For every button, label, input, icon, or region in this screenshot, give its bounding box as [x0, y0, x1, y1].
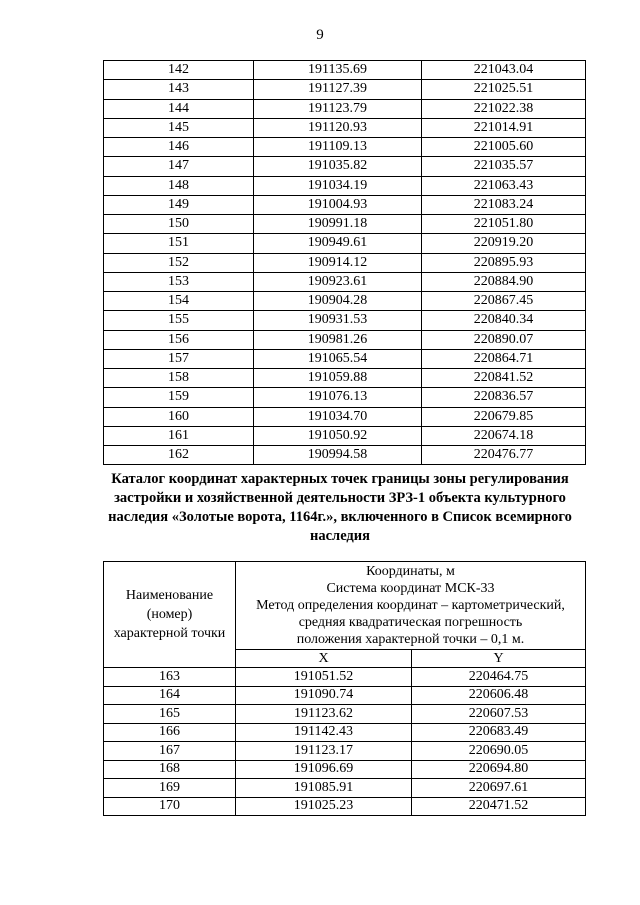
point-number-cell: 143	[104, 80, 254, 99]
y-coordinate-cell: 221063.43	[422, 176, 586, 195]
point-number-cell: 155	[104, 311, 254, 330]
table-row	[104, 742, 586, 761]
point-number-cell: 166	[104, 723, 236, 742]
y-coordinate-cell: 220476.77	[422, 446, 586, 465]
point-number-cell: 151	[104, 234, 254, 253]
x-coordinate-cell: 191004.93	[254, 195, 422, 214]
header-line: Наименование	[125, 588, 214, 603]
y-coordinate-cell: 220840.34	[422, 311, 586, 330]
y-coordinate-cell: 220884.90	[422, 272, 586, 291]
table-row	[104, 80, 586, 99]
x-coordinate-cell: 190923.61	[254, 272, 422, 291]
y-coordinate-cell: 221014.91	[422, 118, 586, 137]
point-number-cell: 147	[104, 157, 254, 176]
x-coordinate-cell: 191123.79	[254, 99, 422, 118]
table-row	[104, 311, 586, 330]
table-row	[104, 388, 586, 407]
point-number-cell: 165	[104, 705, 236, 724]
point-number-cell: 162	[104, 446, 254, 465]
table-row	[104, 705, 586, 724]
table-row	[104, 349, 586, 368]
table-row	[104, 157, 586, 176]
coordinates-table-body	[104, 61, 586, 465]
x-coordinate-cell: 190994.58	[254, 446, 422, 465]
y-coordinate-cell: 220683.49	[412, 723, 586, 742]
x-coordinate-cell: 191035.82	[254, 157, 422, 176]
header-line: средняя квадратическая погрешность	[298, 615, 523, 630]
y-coordinate-cell: 220674.18	[422, 426, 586, 445]
x-column-header: X	[236, 650, 412, 668]
zrz1-table-body	[104, 668, 586, 816]
table-row	[104, 99, 586, 118]
x-coordinate-cell: 191025.23	[236, 797, 412, 816]
x-coordinate-cell: 191120.93	[254, 118, 422, 137]
x-coordinate-cell: 191123.17	[236, 742, 412, 761]
table-row	[104, 292, 586, 311]
heading-line: наследия	[310, 528, 370, 544]
x-coordinate-cell: 191090.74	[236, 686, 412, 705]
x-coordinate-cell: 190904.28	[254, 292, 422, 311]
x-coordinate-cell: 191123.62	[236, 705, 412, 724]
point-number-cell: 154	[104, 292, 254, 311]
y-coordinate-cell: 220867.45	[422, 292, 586, 311]
point-number-cell: 153	[104, 272, 254, 291]
y-coordinate-cell: 220890.07	[422, 330, 586, 349]
header-line: Метод определения координат – картометрический,	[256, 598, 565, 613]
table-row	[104, 779, 586, 798]
zrz1-coordinates-table	[103, 561, 586, 816]
point-number-cell: 164	[104, 686, 236, 705]
x-coordinate-cell: 191065.54	[254, 349, 422, 368]
y-coordinate-cell: 220895.93	[422, 253, 586, 272]
x-coordinate-cell: 191034.70	[254, 407, 422, 426]
point-number-cell: 148	[104, 176, 254, 195]
y-coordinate-cell: 221025.51	[422, 80, 586, 99]
table-row	[104, 723, 586, 742]
x-coordinate-cell: 190949.61	[254, 234, 422, 253]
x-coordinate-cell: 191096.69	[236, 760, 412, 779]
point-name-header	[104, 562, 236, 668]
y-coordinate-cell: 220679.85	[422, 407, 586, 426]
coordinates-table-continued	[103, 60, 586, 465]
table-row	[104, 253, 586, 272]
x-coordinate-cell: 190914.12	[254, 253, 422, 272]
table-row	[104, 118, 586, 137]
catalog-heading	[90, 470, 590, 546]
x-coordinate-cell: 191050.92	[254, 426, 422, 445]
y-coordinate-cell: 220464.75	[412, 668, 586, 687]
heading-line: застройки и хозяйственной деятельности ЗРЗ-1 объекта культурного	[114, 490, 566, 506]
x-coordinate-cell: 191034.19	[254, 176, 422, 195]
table-row	[104, 330, 586, 349]
header-line: (номер)	[146, 607, 193, 622]
table-row	[104, 407, 586, 426]
point-number-cell: 152	[104, 253, 254, 272]
point-number-cell: 146	[104, 138, 254, 157]
table-row	[104, 426, 586, 445]
point-number-cell: 145	[104, 118, 254, 137]
point-number-cell: 168	[104, 760, 236, 779]
x-coordinate-cell: 191109.13	[254, 138, 422, 157]
point-number-cell: 157	[104, 349, 254, 368]
x-coordinate-cell: 191076.13	[254, 388, 422, 407]
x-coordinate-cell: 191142.43	[236, 723, 412, 742]
table-row	[104, 138, 586, 157]
point-number-cell: 169	[104, 779, 236, 798]
header-line: Система координат МСК-33	[326, 581, 495, 596]
point-number-cell: 158	[104, 369, 254, 388]
point-number-cell: 144	[104, 99, 254, 118]
table-row	[104, 215, 586, 234]
point-number-cell: 161	[104, 426, 254, 445]
x-coordinate-cell: 191051.52	[236, 668, 412, 687]
y-coordinate-cell: 221083.24	[422, 195, 586, 214]
point-number-cell: 142	[104, 61, 254, 80]
x-coordinate-cell: 190981.26	[254, 330, 422, 349]
header-line: Координаты, м	[366, 564, 455, 579]
y-coordinate-cell: 220606.48	[412, 686, 586, 705]
table-row	[104, 369, 586, 388]
y-coordinate-cell: 221022.38	[422, 99, 586, 118]
heading-line: наследия «Золотые ворота, 1164г.», включенного в Список всемирного	[108, 509, 572, 525]
table-row	[104, 686, 586, 705]
table-row	[104, 176, 586, 195]
coordinates-header	[236, 562, 586, 650]
table-row	[104, 61, 586, 80]
y-coordinate-cell: 220836.57	[422, 388, 586, 407]
point-number-cell: 170	[104, 797, 236, 816]
y-coordinate-cell: 220864.71	[422, 349, 586, 368]
y-coordinate-cell: 220919.20	[422, 234, 586, 253]
table-row	[104, 446, 586, 465]
y-coordinate-cell: 220841.52	[422, 369, 586, 388]
y-coordinate-cell: 221035.57	[422, 157, 586, 176]
page-number: 9	[316, 27, 324, 43]
x-coordinate-cell: 190991.18	[254, 215, 422, 234]
point-number-cell: 160	[104, 407, 254, 426]
x-coordinate-cell: 191059.88	[254, 369, 422, 388]
point-number-cell: 163	[104, 668, 236, 687]
point-number-cell: 156	[104, 330, 254, 349]
heading-line: Каталог координат характерных точек границы зоны регулирования	[111, 471, 569, 487]
table-row	[104, 668, 586, 687]
y-coordinate-cell: 220471.52	[412, 797, 586, 816]
y-coordinate-cell: 220690.05	[412, 742, 586, 761]
point-number-cell: 149	[104, 195, 254, 214]
y-coordinate-cell: 221051.80	[422, 215, 586, 234]
table-row	[104, 234, 586, 253]
x-coordinate-cell: 190931.53	[254, 311, 422, 330]
header-line: характерной точки	[113, 626, 226, 641]
y-coordinate-cell: 221043.04	[422, 61, 586, 80]
y-coordinate-cell: 220697.61	[412, 779, 586, 798]
point-number-cell: 167	[104, 742, 236, 761]
table-row	[104, 797, 586, 816]
x-coordinate-cell: 191127.39	[254, 80, 422, 99]
header-line: положения характерной точки – 0,1 м.	[296, 632, 525, 647]
y-coordinate-cell: 221005.60	[422, 138, 586, 157]
point-number-cell: 159	[104, 388, 254, 407]
y-coordinate-cell: 220694.80	[412, 760, 586, 779]
x-coordinate-cell: 191135.69	[254, 61, 422, 80]
table-row	[104, 760, 586, 779]
y-coordinate-cell: 220607.53	[412, 705, 586, 724]
point-number-cell: 150	[104, 215, 254, 234]
table-row	[104, 195, 586, 214]
y-column-header: Y	[412, 650, 586, 668]
x-coordinate-cell: 191085.91	[236, 779, 412, 798]
table-row	[104, 272, 586, 291]
